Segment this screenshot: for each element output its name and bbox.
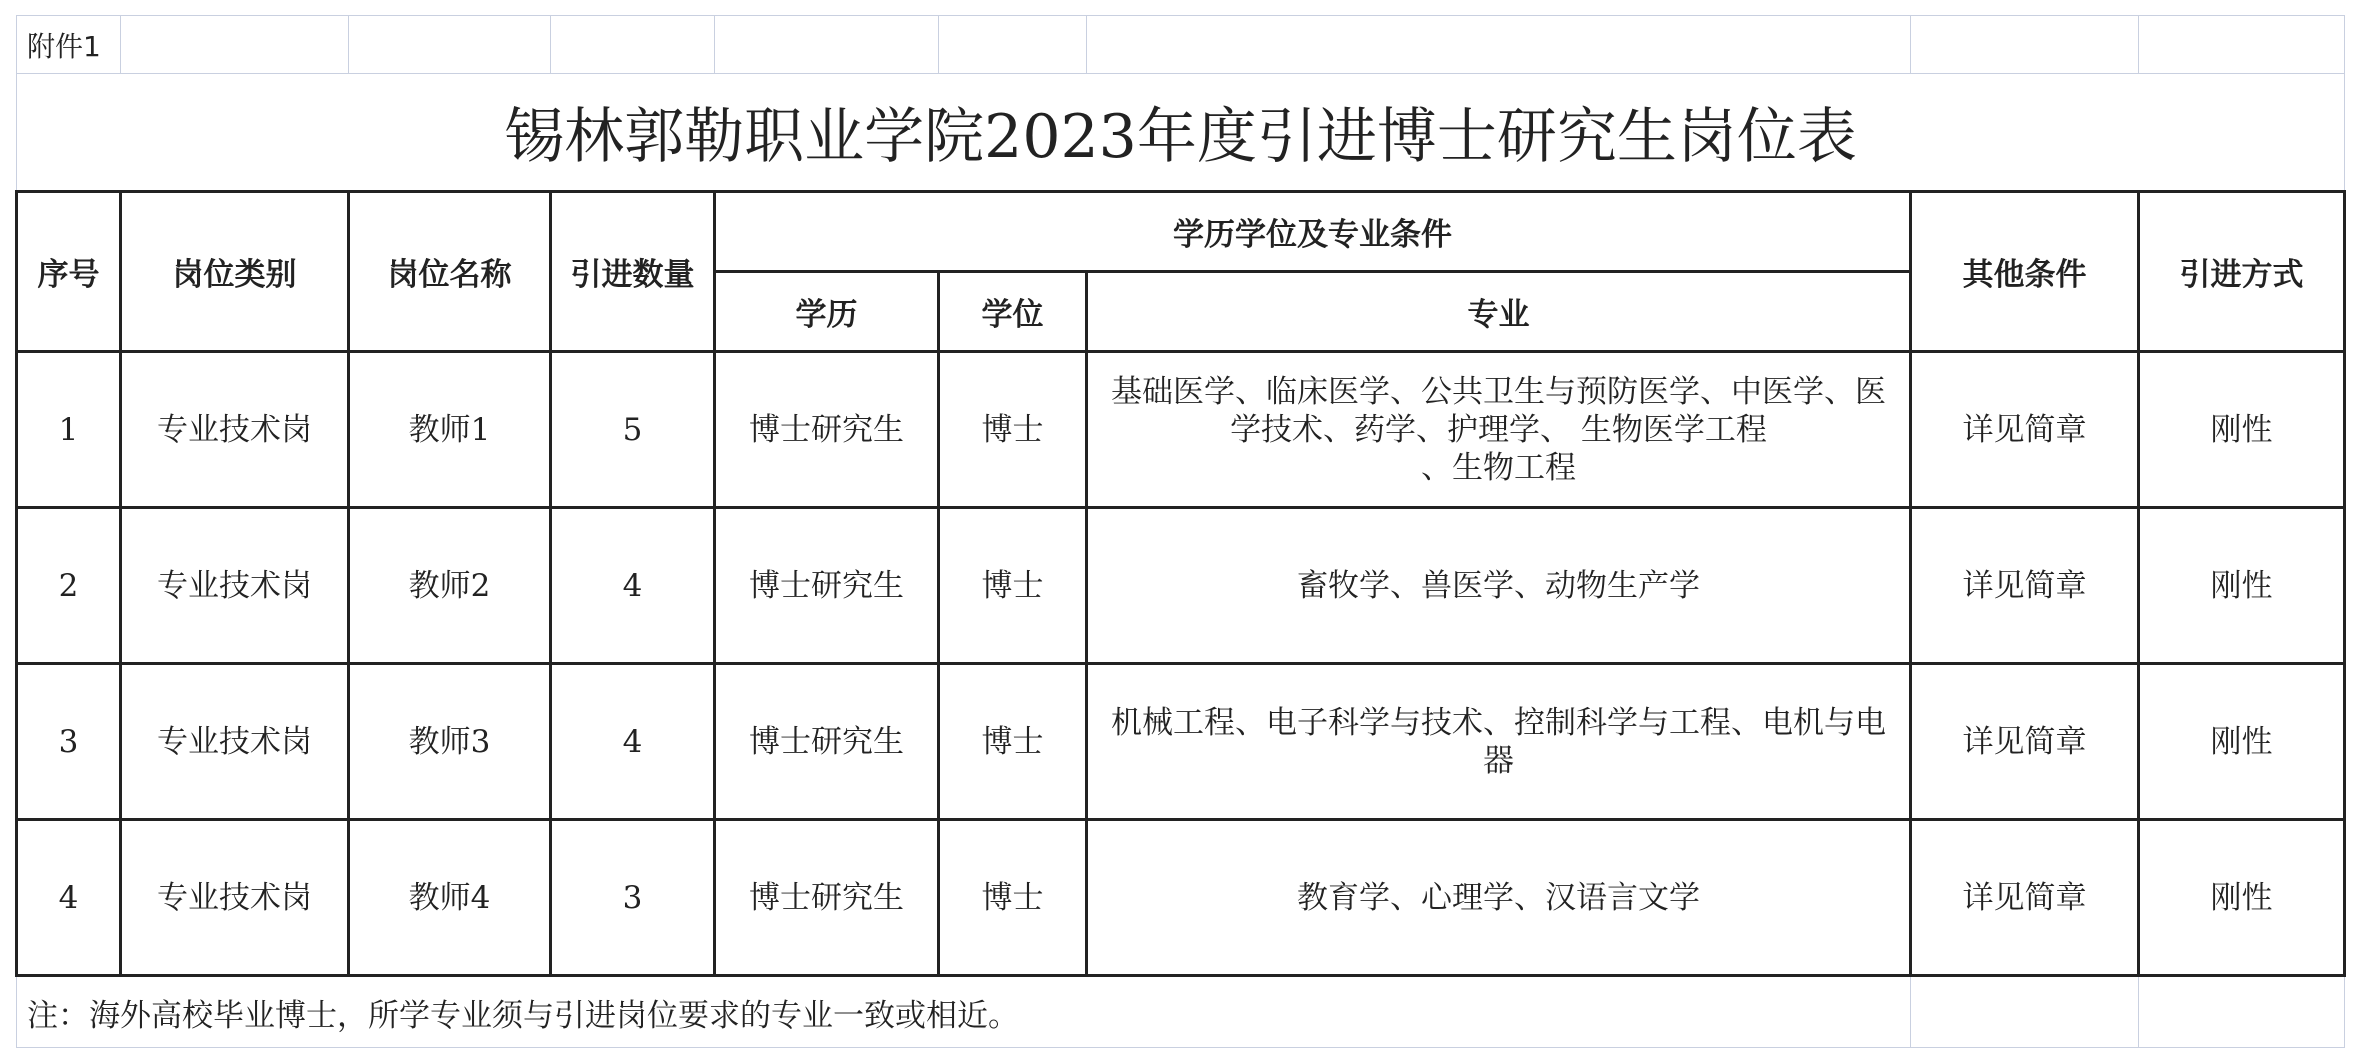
empty-cell[interactable] — [715, 16, 939, 74]
cell-category[interactable]: 专业技术岗 — [121, 664, 349, 820]
cell-major[interactable] — [1087, 508, 1911, 664]
header-education[interactable]: 学历 — [715, 272, 939, 352]
empty-cell[interactable] — [1087, 16, 1911, 74]
cell-category[interactable]: 专业技术岗 — [121, 820, 349, 976]
cell-degree[interactable]: 博士 — [939, 820, 1087, 976]
cell-post-name[interactable]: 教师2 — [349, 508, 551, 664]
header-major[interactable]: 专业 — [1087, 272, 1911, 352]
major-line: 器 — [1483, 742, 1514, 779]
major-line: 机械工程、电子科学与技术、控制科学与工程、电机与电 — [1111, 704, 1886, 741]
empty-cell[interactable] — [2139, 16, 2345, 74]
cell-degree[interactable]: 博士 — [939, 664, 1087, 820]
cell-post-name[interactable]: 教师1 — [349, 352, 551, 508]
cell-degree[interactable]: 博士 — [939, 352, 1087, 508]
empty-cell[interactable] — [2139, 976, 2345, 1048]
empty-cell[interactable] — [349, 16, 551, 74]
cell-quantity[interactable]: 4 — [551, 508, 715, 664]
header-category[interactable]: 岗位类别 — [121, 192, 349, 352]
cell-seq[interactable]: 1 — [17, 352, 121, 508]
cell-quantity[interactable]: 3 — [551, 820, 715, 976]
cell-quantity[interactable]: 5 — [551, 352, 715, 508]
cell-education[interactable]: 博士研究生 — [715, 664, 939, 820]
table-row — [17, 664, 2345, 820]
cell-seq[interactable]: 3 — [17, 664, 121, 820]
attachment-label[interactable]: 附件1 — [17, 16, 121, 74]
cell-degree[interactable]: 博士 — [939, 508, 1087, 664]
cell-method[interactable]: 刚性 — [2139, 664, 2345, 820]
cell-method[interactable]: 刚性 — [2139, 820, 2345, 976]
header-quantity[interactable]: 引进数量 — [551, 192, 715, 352]
cell-category[interactable]: 专业技术岗 — [121, 352, 349, 508]
cell-seq[interactable]: 2 — [17, 508, 121, 664]
cell-post-name[interactable]: 教师3 — [349, 664, 551, 820]
cell-category[interactable]: 专业技术岗 — [121, 508, 349, 664]
spreadsheet — [15, 15, 2346, 1048]
cell-other[interactable]: 详见简章 — [1911, 508, 2139, 664]
cell-other[interactable]: 详见简章 — [1911, 664, 2139, 820]
cell-post-name[interactable]: 教师4 — [349, 820, 551, 976]
empty-cell[interactable] — [1911, 976, 2139, 1048]
cell-other[interactable]: 详见简章 — [1911, 352, 2139, 508]
table-row — [17, 508, 2345, 664]
header-seq[interactable]: 序号 — [17, 192, 121, 352]
major-line: 畜牧学、兽医学、动物生产学 — [1297, 567, 1700, 604]
cell-education[interactable]: 博士研究生 — [715, 352, 939, 508]
major-line: 学技术、药学、护理学、 生物医学工程 — [1230, 411, 1767, 448]
cell-major[interactable] — [1087, 820, 1911, 976]
cell-quantity[interactable]: 4 — [551, 664, 715, 820]
empty-cell[interactable] — [1911, 16, 2139, 74]
header-edu-group[interactable]: 学历学位及专业条件 — [715, 192, 1911, 272]
footnote[interactable]: 注：海外高校毕业博士，所学专业须与引进岗位要求的专业一致或相近。 — [17, 976, 1911, 1048]
table-row — [17, 352, 2345, 508]
header-degree[interactable]: 学位 — [939, 272, 1087, 352]
major-line: 、生物工程 — [1421, 449, 1576, 486]
cell-major[interactable] — [1087, 664, 1911, 820]
cell-major[interactable] — [1087, 352, 1911, 508]
table-title[interactable]: 锡林郭勒职业学院2023年度引进博士研究生岗位表 — [17, 74, 2345, 192]
position-table — [15, 15, 2346, 1048]
cell-other[interactable]: 详见简章 — [1911, 820, 2139, 976]
cell-method[interactable]: 刚性 — [2139, 352, 2345, 508]
cell-education[interactable]: 博士研究生 — [715, 820, 939, 976]
empty-cell[interactable] — [121, 16, 349, 74]
major-line: 教育学、心理学、汉语言文学 — [1297, 879, 1700, 916]
cell-education[interactable]: 博士研究生 — [715, 508, 939, 664]
header-method[interactable]: 引进方式 — [2139, 192, 2345, 352]
header-post-name[interactable]: 岗位名称 — [349, 192, 551, 352]
empty-cell[interactable] — [939, 16, 1087, 74]
cell-seq[interactable]: 4 — [17, 820, 121, 976]
table-row — [17, 820, 2345, 976]
header-other[interactable]: 其他条件 — [1911, 192, 2139, 352]
empty-cell[interactable] — [551, 16, 715, 74]
major-line: 基础医学、临床医学、公共卫生与预防医学、中医学、医 — [1111, 373, 1886, 410]
cell-method[interactable]: 刚性 — [2139, 508, 2345, 664]
